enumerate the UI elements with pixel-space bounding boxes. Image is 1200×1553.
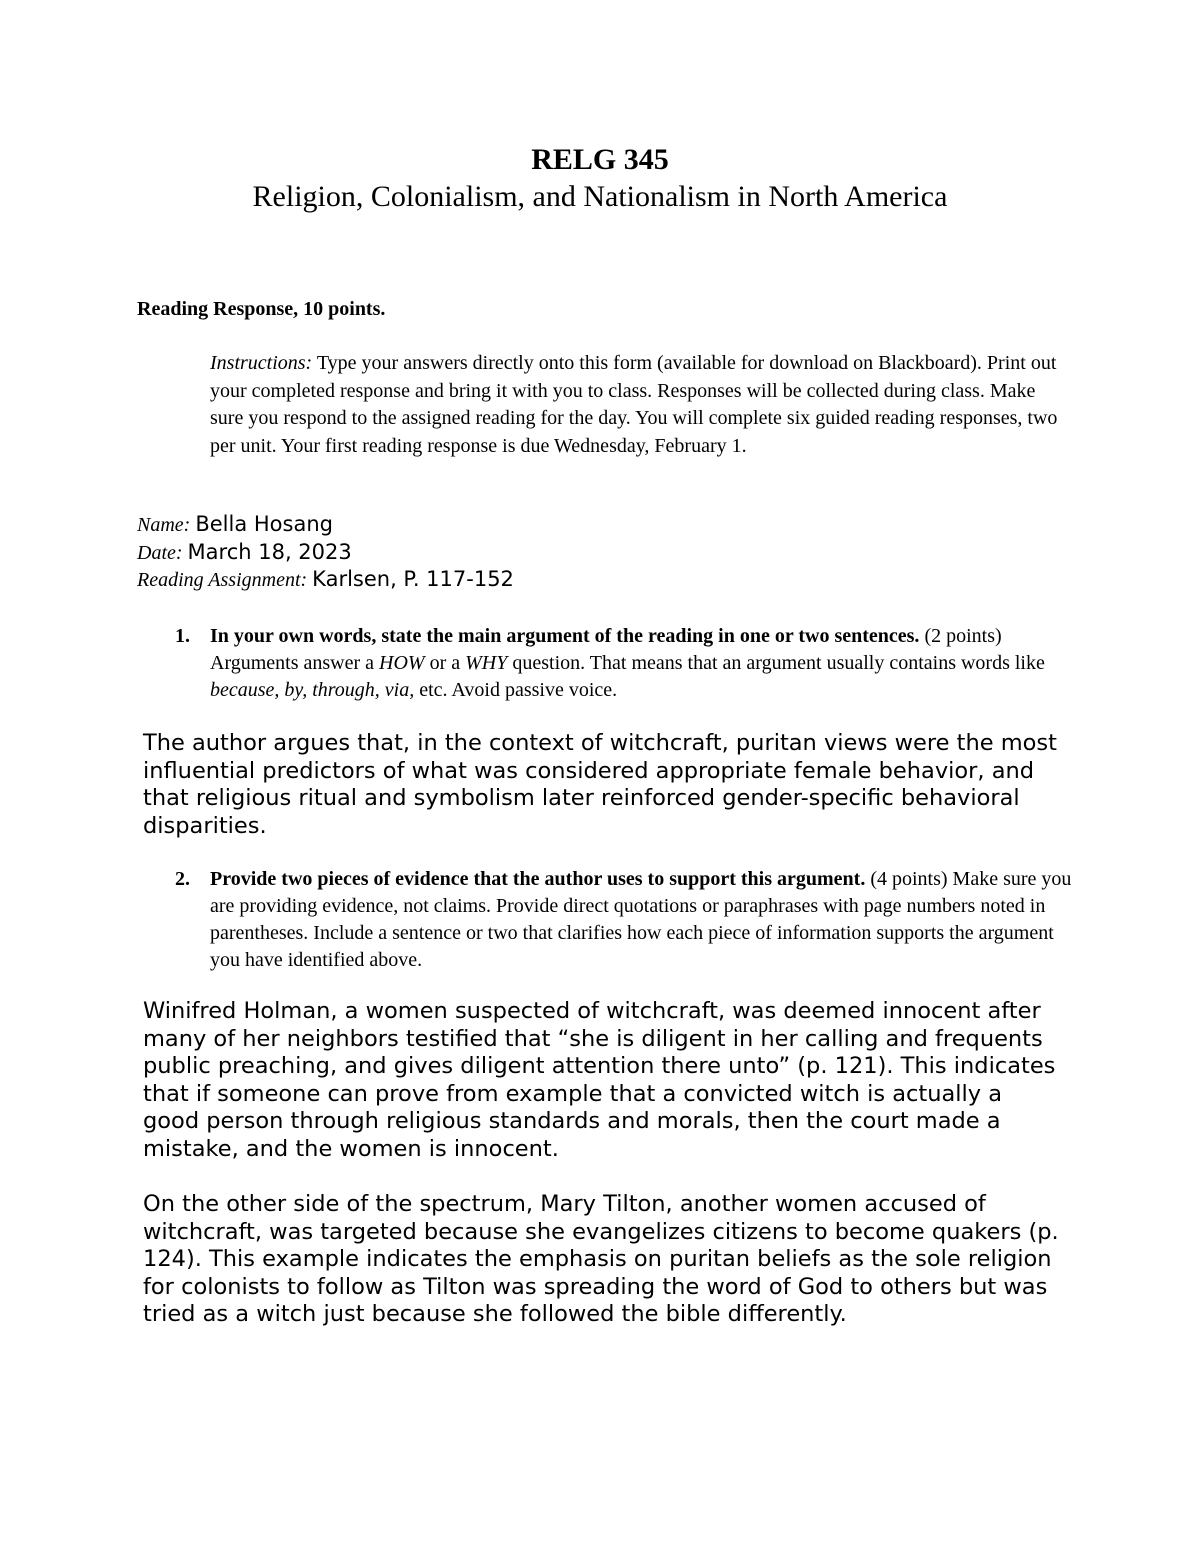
date-label: Date:	[137, 542, 183, 564]
date-line	[137, 540, 352, 565]
question-text: etc. Avoid passive voice.	[414, 679, 618, 701]
question-body	[210, 866, 1075, 974]
question-prompt: In your own words, state the main argument of the reading in one or two sentences.	[210, 625, 920, 647]
question-text: or a	[424, 652, 466, 674]
name-label: Name:	[137, 514, 191, 536]
name-line	[137, 512, 333, 537]
question-body	[210, 623, 1075, 704]
question-2	[175, 866, 1075, 974]
instructions-label: Instructions:	[210, 352, 313, 374]
reading-value[interactable]: Karlsen, P. 117-152	[312, 567, 514, 591]
course-title: Religion, Colonialism, and Nationalism in North America	[252, 180, 948, 213]
question-number: 2.	[175, 868, 190, 890]
question-text: (2 points) Arguments answer a	[210, 625, 1002, 674]
instructions-text: Type your answers directly onto this form (available for download on Blackboard). Print out your completed response and bring it with you to class. Responses will be collected during class. Make sure you respond to the assigned reading for the day. You will complete six guided reading responses, two per unit. Your first reading response is due Wednesday, February 1.	[210, 352, 1058, 457]
assignment-heading: Reading Response, 10 points.	[137, 298, 386, 320]
reading-label: Reading Assignment:	[137, 569, 308, 591]
question-number: 1.	[175, 625, 190, 647]
answer-2-evidence-1[interactable]: Winifred Holman, a women suspected of witchcraft, was deemed innocent after many of her neighbors testified that “she is diligent in her calling and frequents public preaching, and gives diligent attention there unto” (p. 121). This indicates that if someone can prove from example that a convicted witch is actually a good person through religious standards and morals, then the court made a mistake, and the women is innocent.	[143, 998, 1056, 1162]
question-emphasis: because, by, through, via,	[210, 679, 415, 701]
reading-line	[137, 567, 514, 592]
question-text: question. That means that an argument usually contains words like	[507, 652, 1045, 674]
answer-2-evidence-2[interactable]: On the other side of the spectrum, Mary Tilton, another women accused of witchcraft, was targeted because she evangelizes citizens to become quakers (p. 124). This example indicates the emphasis on puritan beliefs as the sole religion for colonists to follow as Tilton was spreading the word of God to others but was tried as a witch just because she followed the bible differently.	[143, 1191, 1059, 1327]
course-code: RELG 345	[531, 143, 669, 176]
question-text: (4 points) Make sure you are providing evidence, not claims. Provide direct quotations or paraphrases with page numbers noted in parentheses. Include a sentence or two that clarifies how each piece of information supports the argument you have identified above.	[210, 868, 1072, 971]
date-value[interactable]: March 18, 2023	[187, 540, 352, 564]
name-value[interactable]: Bella Hosang	[195, 512, 333, 536]
answer-1[interactable]: The author argues that, in the context of witchcraft, puritan views were the most influential predictors of what was considered appropriate female behavior, and that religious ritual and symbolism later reinforced gender-specific behavioral disparities.	[143, 730, 1057, 839]
instructions-block	[210, 350, 1070, 460]
question-1	[175, 623, 1075, 704]
question-emphasis: WHY	[465, 652, 508, 674]
question-emphasis: HOW	[379, 652, 425, 674]
question-prompt: Provide two pieces of evidence that the author uses to support this argument.	[210, 868, 866, 890]
